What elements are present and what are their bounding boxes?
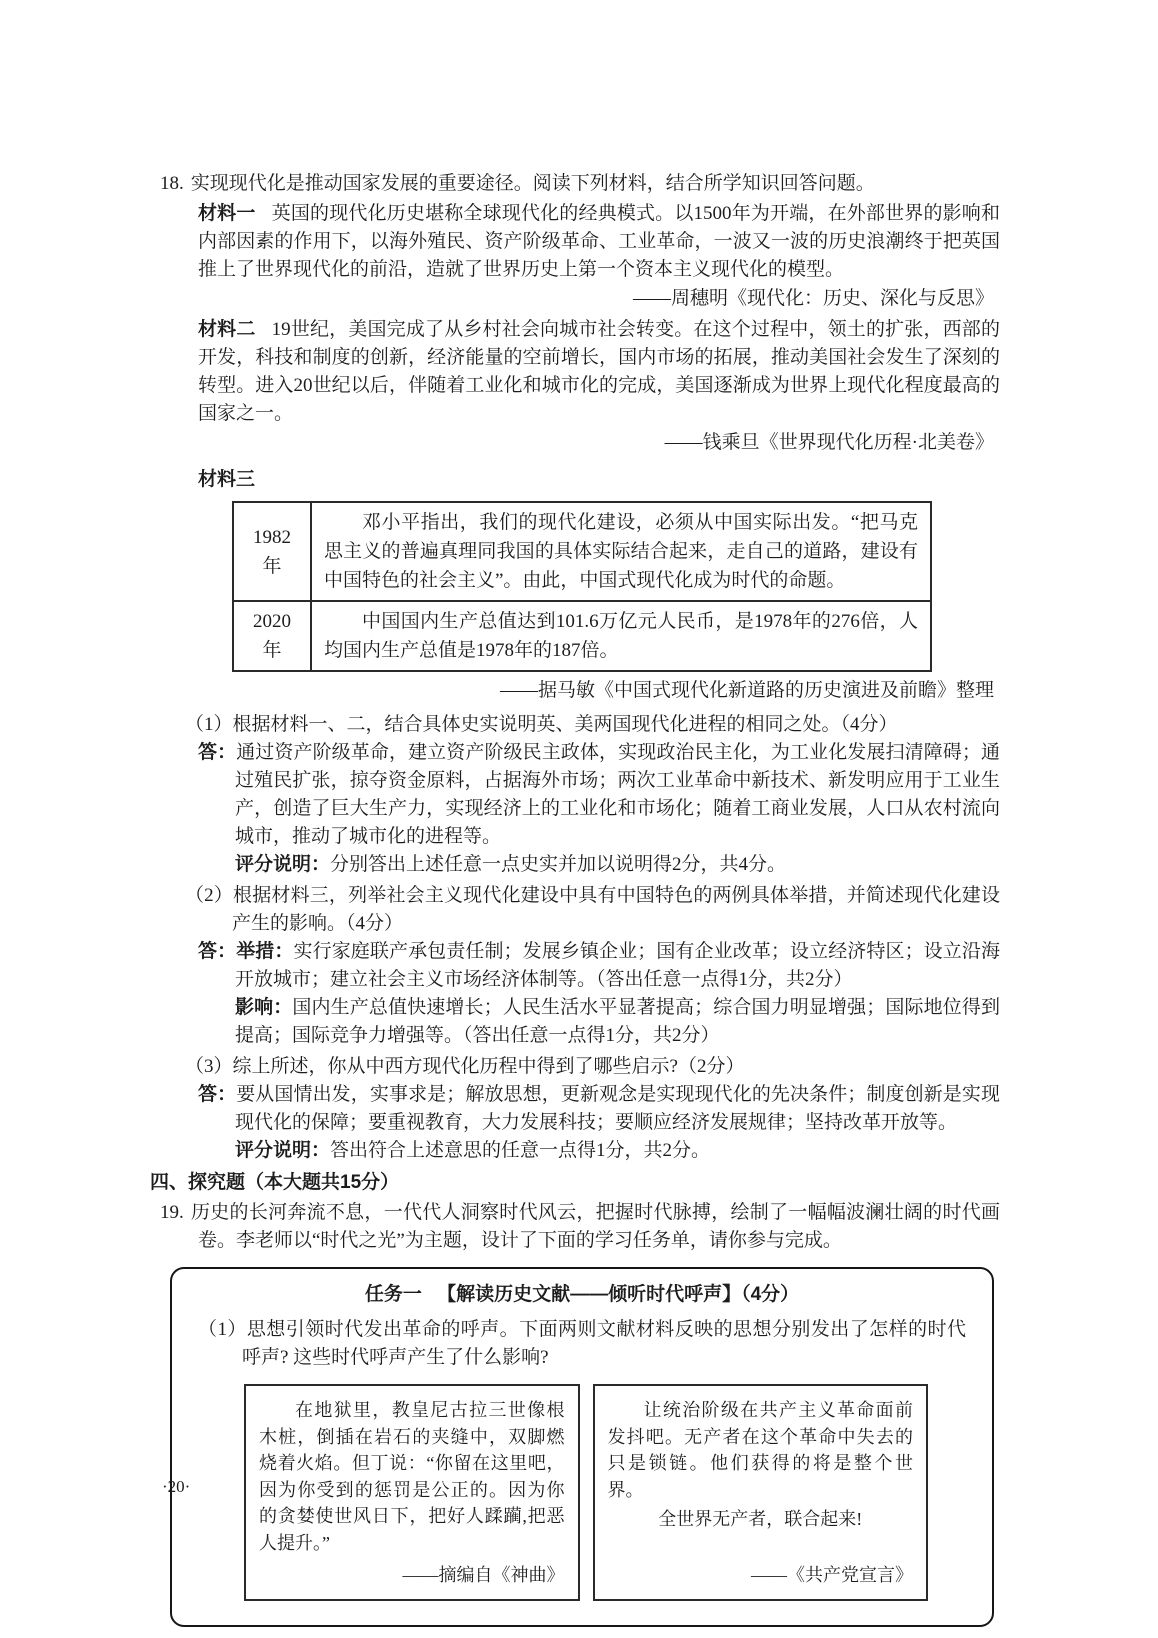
scoring-label: 评分说明： (235, 1140, 331, 1161)
document-communist-manifesto-slogan: 全世界无产者，联合起来! (658, 1509, 863, 1529)
q18-sub1-question (185, 711, 1000, 739)
q18-sub3-answer (198, 1081, 1000, 1137)
table-cell-text: 邓小平指出，我们的现代化建设，必须从中国实际出发。“把马克思主义的普遍真理同我国的具体实际结合起来，走自己的道路，建设有中国特色的社会主义”。由此，中国式现代化成为时代的命题。 (311, 502, 931, 601)
measures-label: 举措： (236, 941, 294, 962)
q18-sub3-answer-text: 要从国情出发，实事求是；解放思想，更新观念是实现现代化的先决条件；制度创新是实现现代化的保障；要重视教育，大力发展科技；要顺应经济发展规律；坚持改革开放等。 (235, 1084, 1000, 1133)
q18-sub1-text: 根据材料一、二，结合具体史实说明英、美两国现代化进程的相同之处。（4分） (232, 714, 898, 735)
document-divine-comedy-text: 在地狱里，教皇尼古拉三世像根木桩，倒插在岩石的夹缝中，双脚燃烧着火焰。但丁说：“你留在这里吧，因为你受到的惩罚是公正的。因为你的贪婪使世风日下，把好人蹂躏,把恶人提升。” (259, 1400, 565, 1553)
task-1-label: 任务一 (364, 1284, 422, 1305)
material-2-source: ——钱乘旦《世界现代化历程·北美卷》 (664, 432, 994, 453)
q18-sub1-scoring-text: 分别答出上述任意一点史实并加以说明得2分，共4分。 (330, 854, 787, 875)
q18-sub1-answer (198, 739, 1000, 851)
q18-sub3-text: 综上所述，你从中西方现代化历程中得到了哪些启示?（2分） (232, 1056, 745, 1077)
q18-sub2-text: 根据材料三，列举社会主义现代化建设中具有中国特色的两例具体举措，并简述现代化建设产生的影响。（4分） (232, 885, 1000, 934)
task-1-title-text: 【解读历史文献——倾听时代呼声】（4分） (437, 1284, 800, 1305)
material-1-label: 材料一 (198, 203, 256, 224)
q18-intro-text: 实现现代化是推动国家发展的重要途径。阅读下列材料，结合所学知识回答问题。 (190, 173, 875, 194)
document-boxes (244, 1384, 928, 1601)
q18-sub2-measures-text: 实行家庭联产承包责任制；发展乡镇企业；国有企业改革；设立经济特区；设立沿海开放城市；建立社会主义市场经济体制等。（答出任意一点得1分，共2分） (235, 941, 1000, 990)
q19-intro-text: 历史的长河奔流不息，一代代人洞察时代风云，把握时代脉搏，绘制了一幅幅波澜壮阔的时代画卷。李老师以“时代之光”为主题，设计了下面的学习任务单，请你参与完成。 (190, 1202, 1000, 1251)
q18-sub3-scoring-text: 答出符合上述意思的任意一点得1分，共2分。 (330, 1140, 711, 1161)
scoring-label: 评分说明： (235, 854, 331, 875)
impact-label: 影响： (235, 997, 293, 1018)
material-1-text: 英国的现代化历史堪称全球现代化的经典模式。以1500年为开端，在外部世界的影响和内部因素的作用下，以海外殖民、资产阶级革命、工业革命，一波又一波的历史浪潮终于把英国推上了世界现代化的前沿，造就了世界历史上第一个资本主义现代化的模型。 (198, 203, 1000, 280)
material-2-paragraph (198, 316, 1000, 428)
q19-intro (160, 1199, 1000, 1255)
q18-sub3-question (185, 1053, 1000, 1081)
task-1-question-text: 思想引领时代发出革命的呼声。下面两则文献材料反映的思想分别发出了怎样的时代呼声? 这些时代呼声产生了什么影响? (242, 1319, 966, 1368)
q18-number: 18. (160, 173, 184, 194)
q18-sub2-label: （2） (185, 885, 234, 906)
task-1-question (198, 1316, 966, 1372)
q18-intro (160, 170, 1000, 198)
document-divine-comedy (244, 1384, 580, 1601)
document-communist-manifesto (593, 1384, 929, 1601)
material-3-table (232, 501, 932, 672)
answer-label: 答： (198, 941, 237, 962)
task-1-question-label: （1） (198, 1319, 247, 1340)
section-4-title: 四、探究题（本大题共15分） (150, 1172, 400, 1193)
q18-sub2-answer-measures (198, 938, 1000, 994)
q18-sub1-answer-text: 通过资产阶级革命，建立资产阶级民主政体，实现政治民主化，为工业化发展扫清障碍；通过殖民扩张，掠夺资金原料，占据海外市场；两次工业革命中新技术、新发明应用于工业生产，创造了巨大生产力，实现经济上的工业化和市场化；随着工商业发展，人口从农村流向城市，推动了城市化的进程等。 (235, 742, 1000, 847)
table-cell-text: 中国国内生产总值达到101.6万亿元人民币，是1978年的276倍，人均国内生产总值是1978年的187倍。 (311, 601, 931, 671)
material-3-label: 材料三 (198, 469, 256, 490)
page-number: ·20· (162, 1477, 191, 1496)
table-row (233, 502, 931, 601)
material-2-label: 材料二 (198, 319, 256, 340)
table-cell-year: 1982年 (233, 502, 311, 601)
q18-sub3-label: （3） (185, 1056, 233, 1077)
table-cell-year: 2020年 (233, 601, 311, 671)
material-1-paragraph (198, 200, 1000, 284)
answer-label: 答： (198, 742, 237, 763)
q19-number: 19. (160, 1202, 184, 1223)
q18-sub2-question (185, 882, 1000, 938)
document-communist-manifesto-text: 让统治阶级在共产主义革命面前发抖吧。无产者在这个革命中失去的只是锁链。他们获得的将是整个世界。 (607, 1400, 913, 1500)
document-divine-comedy-source: ——摘编自《神曲》 (402, 1565, 565, 1585)
table-row (233, 601, 931, 671)
q18-sub1-scoring (235, 851, 1000, 879)
q18-sub1-label: （1） (185, 714, 233, 735)
task-box (170, 1267, 994, 1627)
answer-label: 答： (198, 1084, 237, 1105)
document-communist-manifesto-source: ——《共产党宣言》 (751, 1565, 913, 1585)
q18-sub2-impact-text: 国内生产总值快速增长；人民生活水平显著提高；综合国力明显增强；国际地位得到提高；国际竞争力增强等。（答出任意一点得1分，共2分） (235, 997, 1000, 1046)
material-3-source: ——据马敏《中国式现代化新道路的历史演进及前瞻》整理 (499, 680, 994, 701)
material-2-text: 19世纪，美国完成了从乡村社会向城市社会转变。在这个过程中，领土的扩张，西部的开发，科技和制度的创新，经济能量的空前增长，国内市场的拓展，推动美国社会发生了深刻的转型。进入20世纪以后，伴随着工业化和城市化的完成，美国逐渐成为世界上现代化程度最高的国家之一。 (198, 319, 1000, 424)
q18-sub2-answer-impact (235, 994, 1000, 1050)
material-1-source: ——周穗明《现代化：历史、深化与反思》 (632, 288, 994, 309)
task-1-title (198, 1281, 966, 1309)
q18-sub3-scoring (235, 1137, 1000, 1165)
